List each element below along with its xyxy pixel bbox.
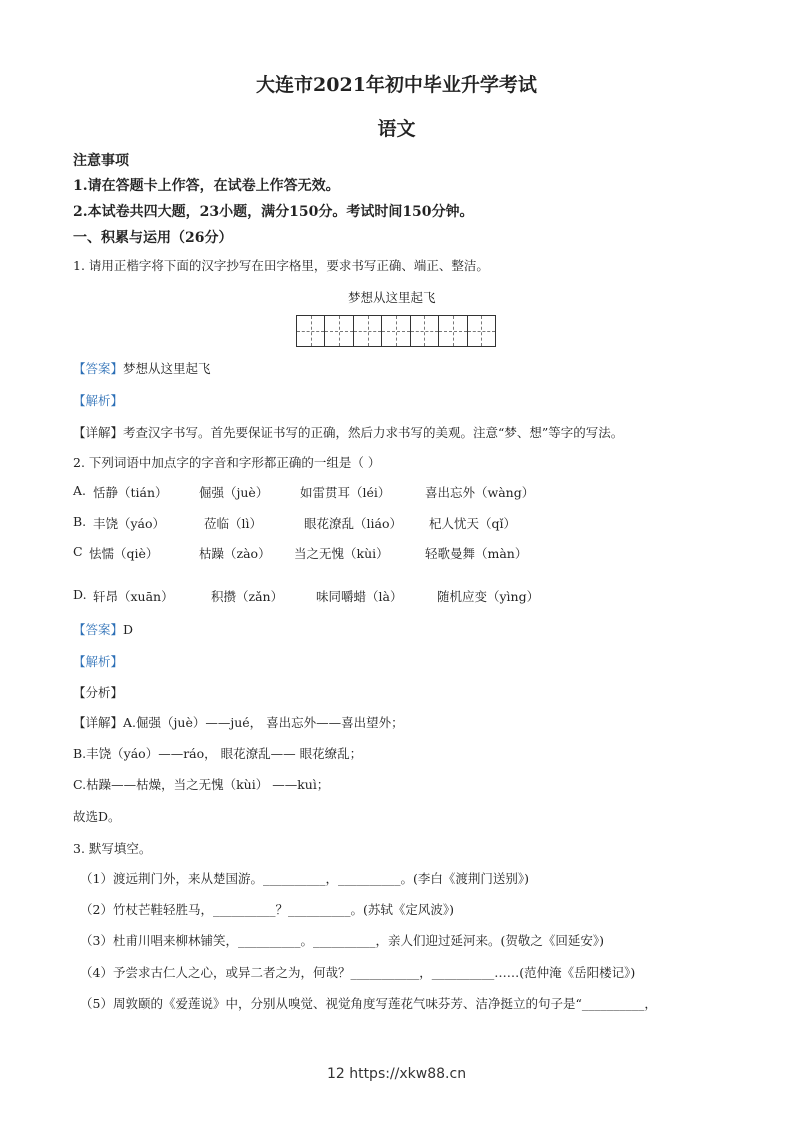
detail-tag: 【详解】 (73, 715, 124, 730)
q2-option-b-item-1: 丰饶（yáo） (93, 516, 166, 531)
q1-detail-line (73, 423, 623, 441)
q1-answer: 梦想从这里起飞 (123, 361, 211, 376)
subject-title: 语文 (377, 118, 416, 140)
q3-stem: 3. 默写填空。 (73, 841, 152, 856)
notice-heading: 注意事项 (73, 153, 129, 169)
q2-detail-a: A.倔强（juè）——jué， 喜出忘外——喜出望外； (123, 715, 404, 730)
q2-option-label-b: B. (73, 514, 87, 529)
q2-option-a-item-4: 喜出忘外（wàng） (425, 485, 535, 500)
q2-option-d-item-3: 味同嚼蜡（là） (316, 589, 403, 604)
q1-phrase: 梦想从这里起飞 (348, 290, 436, 305)
exam-title: 大连市2021年初中毕业升学考试 (256, 74, 537, 96)
q2-option-a-item-2: 倔强（juè） (199, 485, 269, 500)
grid-cell (468, 316, 495, 346)
q3-line-5: （5）周敦颐的《爱莲说》中，分别从嗅觉、视觉角度写莲花气味芬芳、洁净挺立的句子是“__________， (80, 996, 657, 1011)
q2-option-label-d: D. (73, 587, 87, 602)
grid-cell (382, 316, 410, 346)
q3-line-1: （1）渡远荆门外，来从楚国游。__________，__________。(李白《渡荆门送别》) (80, 871, 529, 886)
grid-cell (411, 316, 439, 346)
q2-option-c-item-3: 当之无愧（kùi） (294, 546, 389, 561)
tianzige-grid (296, 315, 496, 347)
q2-option-c-item-1: 怯懦（qiè） (89, 546, 159, 561)
q2-fenxi-tag: 【分析】 (73, 685, 124, 700)
q2-conclusion: 故选D。 (73, 809, 121, 824)
q2-option-d-item-1: 轩昂（xuān） (93, 589, 174, 604)
answer-tag: 【答案】 (73, 361, 124, 376)
q3-line-2: （2）竹杖芒鞋轻胜马，__________？__________。(苏轼《定风波》) (80, 902, 454, 917)
grid-cell (439, 316, 467, 346)
q2-option-a-item-1: 恬静（tián） (93, 485, 168, 500)
grid-cell (325, 316, 353, 346)
q2-option-c-item-4: 轻歌曼舞（màn） (425, 546, 528, 561)
q2-detail-line-a (73, 713, 404, 731)
q2-detail-b: B.丰饶（yáo）——ráo， 眼花潦乱—— 眼花缭乱； (73, 746, 363, 761)
q2-stem: 2. 下列词语中加点字的字音和字形都正确的一组是（ ） (73, 455, 381, 470)
q2-answer: D (123, 622, 134, 637)
q1-stem: 1. 请用正楷字将下面的汉字抄写在田字格里，要求书写正确、端正、整洁。 (73, 258, 489, 273)
notice-item-2: 2.本试卷共四大题，23小题，满分150分。考试时间150分钟。 (73, 204, 474, 220)
q2-option-label-c: C (73, 544, 83, 559)
q1-answer-line (73, 359, 211, 377)
q3-line-3: （3）杜甫川唱来柳林铺笑，__________。__________，亲人们迎过延河来。(贺敬之《回延安》) (80, 933, 604, 948)
grid-cell (297, 316, 325, 346)
q2-answer-line (73, 620, 133, 638)
detail-tag: 【详解】 (73, 425, 124, 440)
notice-item-1: 1.请在答题卡上作答，在试卷上作答无效。 (73, 178, 340, 194)
page-footer: 12 https://xkw88.cn (326, 1066, 467, 1082)
q2-detail-c: C.枯躁——枯燥，当之无愧（kùi） ——kuì； (73, 777, 330, 792)
grid-cell (354, 316, 382, 346)
q2-option-d-item-4: 随机应变（yìng） (437, 589, 540, 604)
q2-option-label-a: A. (73, 483, 87, 498)
q3-line-4: （4）予尝求古仁人之心，或异二者之为，何哉？___________，__________……(范仲淹《岳阳楼记》) (80, 965, 636, 980)
q1-detail: 考查汉字书写。首先要保证书写的正确，然后力求书写的美观。注意“梦、想”等字的写法。 (123, 425, 624, 440)
section-1-heading: 一、积累与运用（26分） (73, 230, 233, 246)
q2-analysis-tag: 【解析】 (73, 654, 124, 669)
q2-option-a-item-3: 如雷贯耳（léi） (300, 485, 391, 500)
q1-analysis-tag: 【解析】 (73, 393, 124, 408)
q2-option-b-item-3: 眼花潦乱（liáo） (304, 516, 402, 531)
q2-option-b-item-4: 杞人忧天（qǐ） (429, 516, 516, 531)
q2-option-d-item-2: 积攒（zǎn） (211, 589, 284, 604)
answer-tag: 【答案】 (73, 622, 124, 637)
q2-option-c-item-2: 枯躁（zào） (199, 546, 271, 561)
q2-option-b-item-2: 莅临（lì） (204, 516, 262, 531)
